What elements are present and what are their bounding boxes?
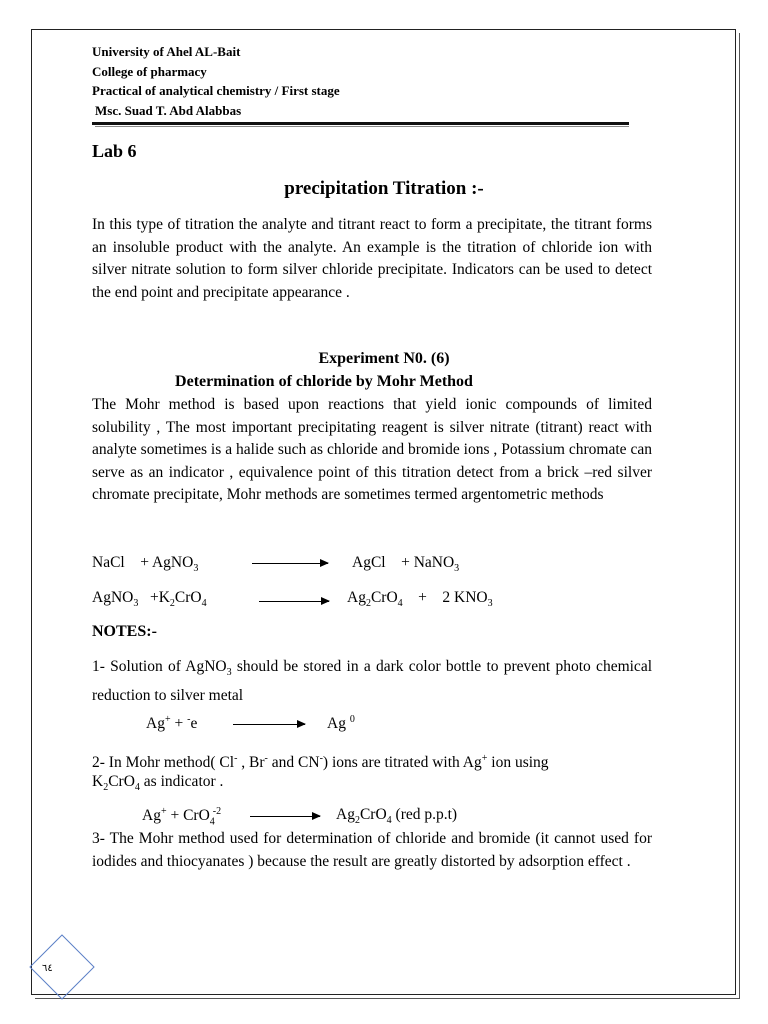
note-1-equation-left: Ag+ + -e bbox=[146, 714, 198, 733]
eq2-plus: + bbox=[418, 589, 427, 606]
page-number: ٦٤ bbox=[42, 963, 53, 974]
note-1-equation-right: Ag $^0$ bbox=[327, 714, 355, 733]
note-1-arrow bbox=[233, 724, 305, 725]
equation-2-right bbox=[347, 589, 493, 609]
header-rule bbox=[92, 122, 629, 125]
instructor-name: Msc. Suad T. Abd Alabbas bbox=[95, 102, 242, 118]
eq2-reactant-2: $+K_2CrO_4$ bbox=[149, 589, 207, 610]
eq1-product-1: AgCl bbox=[352, 554, 386, 571]
eq1-product-2: + NaNO$_3$ bbox=[401, 554, 460, 575]
document-header bbox=[92, 42, 340, 120]
note-2-arrow bbox=[250, 816, 320, 817]
experiment-body: The Mohr method is based upon reactions that yield ionic compounds of limited solubility , The most important precipitating reagent is silver nitrate (titrant) react with analyte sometimes is a halide such as chloride and bromide ions , Potassium chromate can serve as an indicator , equivalence point of this titration detect from a brick –red silver chromate precipitate, Mohr methods are sometimes termed argentometric methods bbox=[92, 396, 652, 504]
note-2-line-2: $K_2CrO_4$ as indicator . bbox=[92, 773, 224, 794]
lab-title: Lab 6 bbox=[92, 141, 137, 161]
note-2-equation-left: Ag+ + CrO$_4^{-2}$ bbox=[142, 806, 222, 828]
experiment-number: Experiment N0. (6) bbox=[318, 350, 450, 367]
eq2-reactant-1: AgNO$_3$ bbox=[92, 589, 139, 610]
eq1-reactant-2: + AgNO$_3$ bbox=[140, 554, 199, 575]
eq2-product-2: 2 $KNO_3$ bbox=[442, 589, 493, 610]
header-rule-shadow bbox=[95, 126, 629, 127]
equation-2-left bbox=[92, 589, 207, 609]
section-title: precipitation Titration :- bbox=[284, 178, 484, 199]
eq1-reactant-1: NaCl bbox=[92, 554, 125, 571]
course-name: Practical of analytical chemistry / First stage bbox=[92, 83, 340, 98]
eq1-arrow bbox=[252, 563, 328, 564]
experiment-title: Determination of chloride by Mohr Method bbox=[175, 373, 473, 390]
note-1: 1- Solution of AgNO$_3$ should be stored in a dark color bottle to prevent photo chemical reduction to silver metal bbox=[92, 658, 652, 704]
eq2-product-1: $Ag_2CrO_4$ bbox=[347, 589, 403, 610]
eq2-arrow bbox=[259, 601, 329, 602]
note-2-equation-right: $Ag_2CrO_4$ (red p.p.t) bbox=[336, 806, 458, 827]
notes-heading: NOTES:- bbox=[92, 623, 157, 640]
intro-paragraph: In this type of titration the analyte and titrant react to form a precipitate, the titrant forms an insoluble product with the analyte. An example is the titration of chloride ion with silver nitrate solution to form silver chloride precipitate. Indicators can be used to detect the end point and precipitate appearance . bbox=[92, 216, 652, 301]
college-name: College of pharmacy bbox=[92, 63, 207, 79]
equation-1-right bbox=[352, 554, 459, 574]
equation-1-left bbox=[92, 554, 198, 574]
page-number-diamond bbox=[26, 931, 98, 1003]
university-name: University of Ahel AL-Bait bbox=[92, 44, 241, 59]
note-2: 2- In Mohr method( Cl- , Br- and CN-) ions are titrated with Ag+ ion using bbox=[92, 753, 549, 772]
note-3: 3- The Mohr method used for determination of chloride and bromide (it cannot used for iodides and thiocyanates ) because the result are greatly distorted by adsorption effect . bbox=[92, 830, 652, 870]
